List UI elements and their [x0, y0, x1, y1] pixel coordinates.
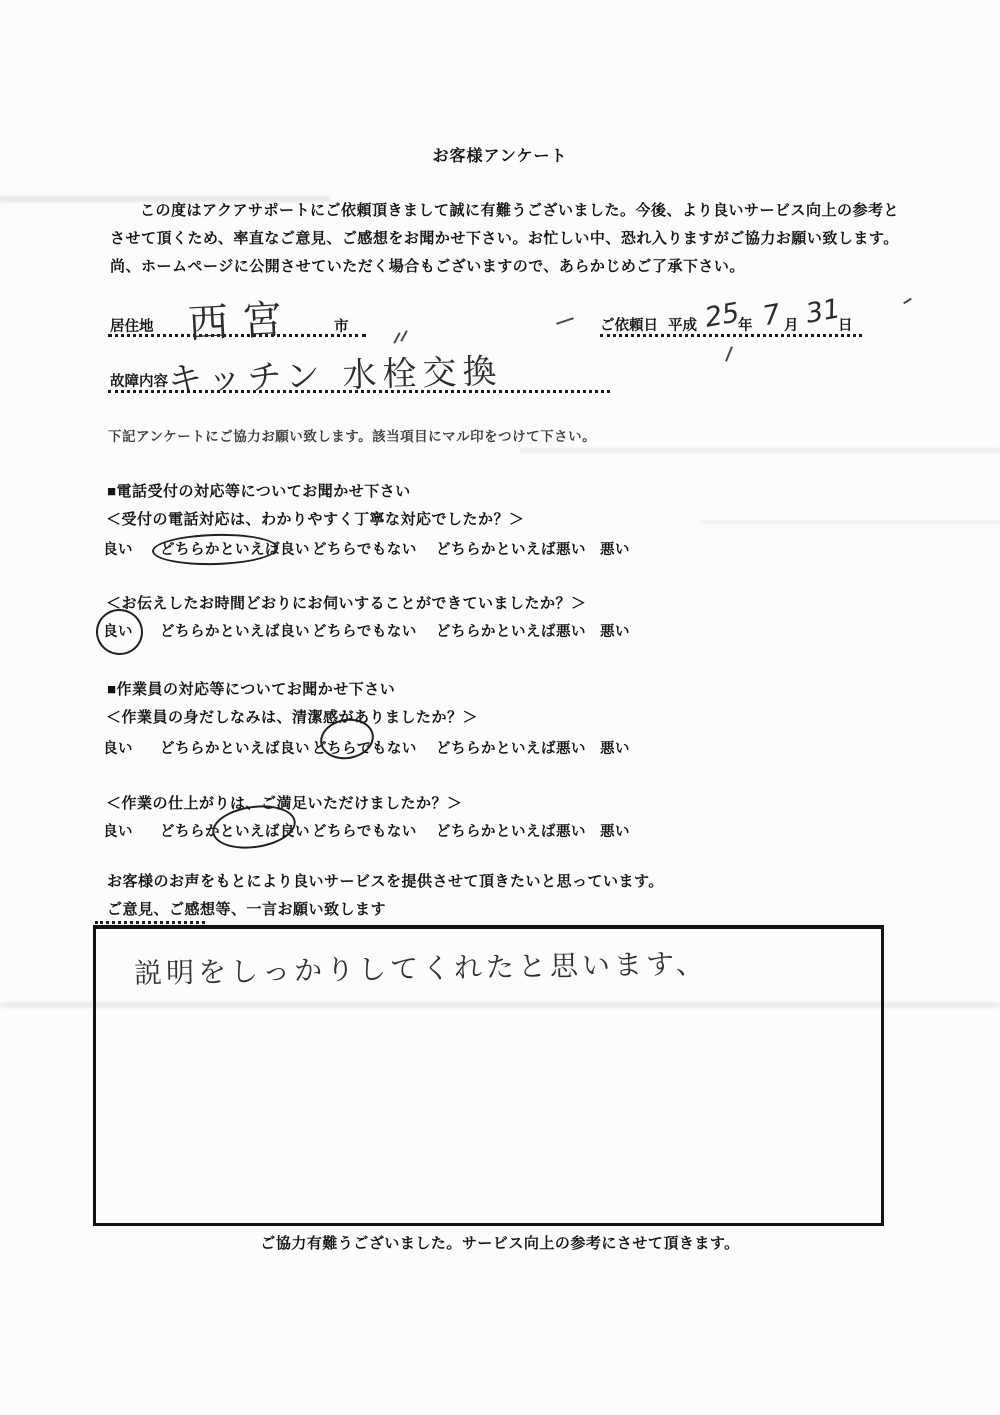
stray-pen-mark — [903, 298, 912, 304]
stray-pen-mark — [725, 346, 733, 362]
option-neutral: どちらでもない — [312, 824, 417, 840]
scan-artifact-band — [700, 520, 1000, 524]
issue-value-handwritten: キッチン 水栓交換 — [167, 351, 503, 401]
intro-line: この度はアクアサポートにご依頼頂きまして誠に有難うございました。今後、より良いサービス向上の参考と — [140, 202, 900, 219]
residual-dotted-line — [95, 921, 205, 924]
question-prompt-q3: ＜作業員の身だしなみは、清潔感がありましたか？＞ — [106, 709, 479, 726]
options-row-q3 — [103, 737, 723, 759]
stray-pen-mark — [393, 332, 400, 344]
option-rather-good: どちらかといえば良い — [160, 624, 310, 640]
section-heading-worker: ■作業員の対応等についてお聞かせ下さい — [107, 681, 396, 698]
options-row-q1 — [103, 538, 723, 560]
residence-label: 居住地 — [110, 319, 154, 335]
day-value-handwritten: 31 — [803, 293, 843, 330]
era-label: 平成 — [668, 318, 697, 334]
year-value-handwritten: 25 — [702, 297, 742, 334]
option-good: 良い — [103, 824, 133, 840]
form-title: お客様アンケート — [432, 148, 568, 165]
instruction-line: 下記アンケートにご協力お願い致します。該当項目にマル印をつけて下さい。 — [108, 429, 597, 444]
question-prompt-q4: ＜作業の仕上がりは、ご満足いただけましたか？＞ — [106, 795, 463, 812]
intro-line: 尚、ホームページに公開させていただく場合もございますので、あらかじめご了承下さい。 — [110, 258, 745, 275]
residence-value-handwritten: 西宮 — [187, 296, 298, 348]
closing-line-1: お客様のお声をもとにより良いサービスを提供させて頂きたいと思っています。 — [107, 873, 664, 890]
request-date-label: ご依頼日 — [600, 318, 658, 334]
option-good: 良い — [103, 624, 133, 640]
option-rather-bad: どちらかといえば悪い — [436, 741, 586, 757]
option-neutral: どちらでもない — [312, 542, 417, 558]
option-rather-bad: どちらかといえば悪い — [436, 824, 586, 840]
option-rather-good: どちらかといえば良い — [160, 741, 310, 757]
option-good: 良い — [103, 542, 133, 558]
day-unit: 日 — [838, 318, 853, 334]
scan-artifact-band — [520, 448, 1000, 453]
issue-label: 故障内容 — [110, 374, 168, 390]
footer-thanks: ご協力有難うございました。サービス向上の参考にさせて頂きます。 — [260, 1235, 740, 1252]
option-neutral: どちらでもない — [312, 741, 417, 757]
month-value-handwritten: 7 — [760, 298, 783, 333]
city-suffix: 市 — [334, 319, 349, 335]
comment-handwritten: 説明をしっかりしてくれたと思います、 — [133, 946, 709, 991]
option-rather-good: どちらかといえば良い — [160, 542, 310, 558]
comment-box — [93, 925, 884, 1226]
section-heading-phone: ■電話受付の対応等についてお聞かせ下さい — [107, 483, 411, 500]
option-good: 良い — [103, 741, 133, 757]
option-bad: 悪い — [600, 824, 630, 840]
request-date-underline — [600, 334, 862, 337]
option-bad: 悪い — [600, 741, 630, 757]
stray-pen-mark — [556, 317, 574, 324]
stray-pen-mark — [400, 330, 407, 342]
option-neutral: どちらでもない — [312, 624, 417, 640]
options-row-q2 — [103, 620, 723, 642]
option-bad: 悪い — [600, 624, 630, 640]
option-rather-bad: どちらかといえば悪い — [436, 624, 586, 640]
intro-line: させて頂くため、率直なご意見、ご感想をお聞かせ下さい。お忙しい中、恐れ入りますがご協力お願い致します。 — [110, 230, 899, 247]
question-prompt-q1: ＜受付の電話対応は、わかりやすく丁寧な対応でしたか？＞ — [106, 511, 525, 528]
closing-line-2: ご意見、ご感想等、一言お願い致します — [107, 901, 387, 918]
selection-circle-q2 — [93, 606, 146, 658]
month-unit: 月 — [784, 318, 799, 334]
option-rather-good: どちらかといえば良い — [160, 824, 310, 840]
issue-underline — [108, 390, 610, 393]
question-prompt-q2: ＜お伝えしたお時間どおりにお伺いすることができていましたか？＞ — [106, 595, 587, 612]
options-row-q4 — [103, 820, 723, 842]
year-unit: 年 — [738, 318, 753, 334]
option-bad: 悪い — [600, 542, 630, 558]
option-rather-bad: どちらかといえば悪い — [436, 542, 586, 558]
